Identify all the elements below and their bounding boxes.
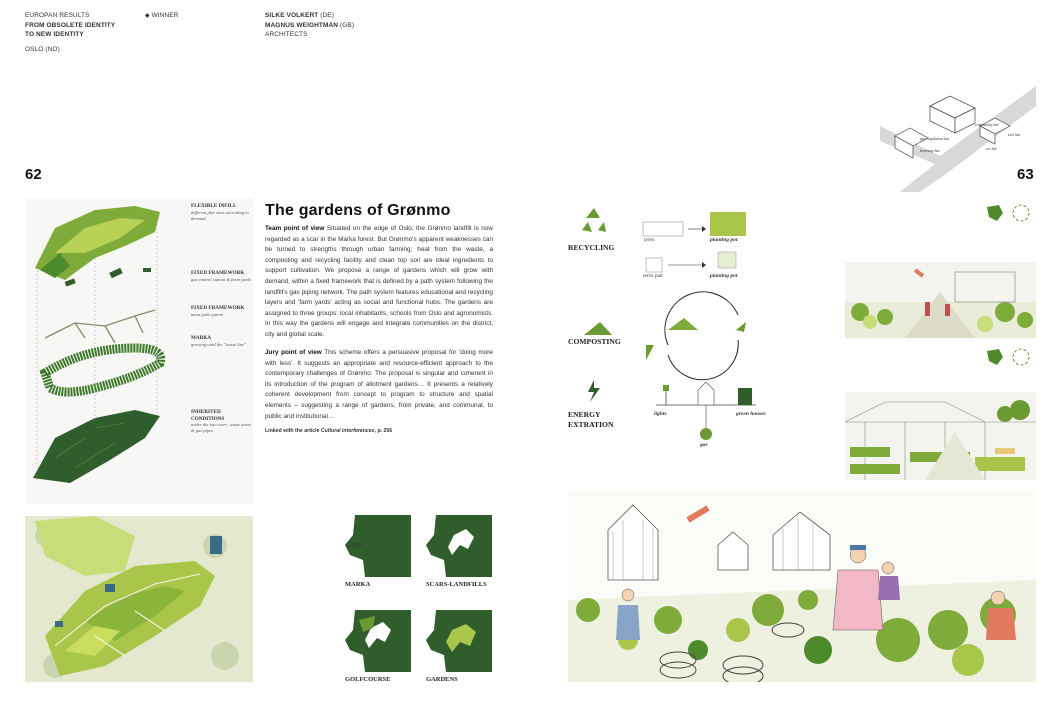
tyres-label: tyres (644, 237, 655, 243)
author-role: ARCHITECTS (265, 31, 308, 38)
mini-icons-1 (985, 203, 1033, 223)
gas-hut-label: gas regulation hut (920, 136, 950, 141)
tool-hut-label: tool hut (1008, 132, 1021, 137)
theme-line-2: TO NEW IDENTITY (25, 31, 84, 38)
hut-diagram-drawing (880, 86, 1036, 192)
recycle-icon (582, 208, 606, 232)
map-golf (345, 610, 411, 683)
learning-hut-label: learning hut (920, 148, 940, 153)
community-hut-label: community hut (975, 122, 999, 127)
scars-map-graphic (426, 515, 492, 577)
site-location: OSLO (NO) (25, 45, 60, 53)
garden-scene-drawing (568, 490, 1036, 682)
cycles-diagram (568, 200, 788, 450)
award-label: WINNER (151, 12, 179, 19)
link-prefix: Linked with the article (265, 428, 320, 434)
link-page: , p. 256 (374, 428, 393, 434)
planting-pot-1-label: planting pot (710, 237, 738, 243)
map-marka (345, 515, 411, 588)
energy-label-1: ENERGY (568, 410, 601, 419)
section-title: EUROPAN RESULTS (25, 12, 90, 19)
jury-point-of-view (265, 348, 493, 422)
composting-label: COMPOSTING (568, 337, 621, 346)
layer-label-4: MARKA growing until the "waste line" (191, 335, 246, 347)
award-block (145, 11, 179, 22)
layer-label-1: FLEXIBLE INFILL different plot sizes according to demand (191, 203, 249, 221)
energy-label-2: EXTRATION (568, 420, 614, 429)
team-lead: Team point of view (265, 225, 325, 232)
illustration-greenhouse (845, 392, 1036, 480)
recycling-label: RECYCLING (568, 243, 615, 252)
layer-label-3: FIXED FRAMEWORK main path system (191, 305, 245, 317)
marka-caption: MARKA (345, 581, 371, 588)
author-1-name: SILKE VOLKERT (265, 12, 319, 19)
oslo-label: OSLO (347, 543, 363, 549)
article-link[interactable] (265, 428, 392, 434)
jury-lead: Jury point of view (265, 349, 322, 356)
header-left (25, 11, 115, 54)
tetra-label: tetra pak (643, 273, 663, 279)
planting-pot-2-label: planting pot (710, 273, 738, 279)
article-title: The gardens of Grønmo (265, 202, 451, 219)
team-text: Situated on the edge of Oslo, the Grønmo landfill is now regarded as a scar in the Marka forest. But Grønmo's apparent weaknesses can be turned to strengths through urban farming; heat from the waste, a composting and recycling facility and clean top soil are ideal ingredients to support cultivation. We propose a range of gardens which will grow with demand, within a fixed framework that is defined by a path system following the landfill's gas piping network. The path system features educational and recycling layers and 'farm yards' acting as social and functional hubs. The gardens are assigned to three groups: local inhabitants, schools from Oslo and agronomists. In this way the gardens will engage and integrate communities on the district, city and global scale. (265, 225, 493, 338)
illustration-garden-scene (568, 490, 1036, 682)
authors-block (265, 11, 354, 40)
hut-diagram (880, 86, 1036, 192)
green-houses-label: green houses (736, 411, 766, 417)
golf-map-graphic (345, 610, 411, 672)
layer-label-5: INHERITED CONDITIONS under the top cover: waste areas & gas pipes (191, 409, 252, 433)
gardens-map-graphic (426, 610, 492, 672)
site-plan (25, 516, 253, 682)
golf-caption: GOLFCOURSE (345, 676, 391, 683)
layer-stack-drawing (25, 198, 253, 504)
team-point-of-view (265, 224, 493, 341)
mini-icons-2 (985, 347, 1033, 367)
page-number-left: 62 (25, 166, 42, 183)
map-gardens (426, 610, 492, 683)
scars-caption: SCARS-LANDFILLS (426, 581, 487, 588)
gardens-caption: GARDENS (426, 676, 458, 683)
site-plan-drawing (25, 516, 253, 682)
market-scene-drawing (845, 262, 1036, 338)
mini-map-icon (985, 203, 1033, 223)
author-2-country: (GB) (340, 21, 355, 29)
author-2-name: MAGNUS WEIGHTMAN (265, 21, 339, 29)
diamond-icon: ◆ (145, 13, 150, 19)
greenhouse-scene-drawing (845, 392, 1036, 480)
map-scars (426, 515, 492, 588)
wc-hut-label: wc hut (986, 146, 997, 151)
author-1-country: (DE) (320, 12, 334, 19)
jury-text: This scheme offers a persuasive proposal for 'doing more with less'. It suggests an appropriate and resource-efficient approach to the contemporary challenges of Grønmo. The proposal is singular and coherent in its introduction of the program of allotment gardens… It presents a relatively coherent development from concept to program to structure and spatial elements – suggesting a range of gardens, from private, and communal, to public and institutional… (265, 349, 493, 420)
gas-label: gas (700, 442, 708, 448)
theme-line-1: FROM OBSOLETE IDENTITY (25, 21, 116, 29)
lights-label: lights (654, 411, 667, 417)
layer-axonometric (25, 198, 253, 504)
mini-map-icon (985, 347, 1033, 367)
page-number-right: 63 (1017, 166, 1034, 183)
layer-label-2: FIXED FRAMEWORK gas control station & farm yards (191, 270, 252, 282)
link-title: Cultural interferences (320, 428, 375, 434)
illustration-market (845, 262, 1036, 338)
